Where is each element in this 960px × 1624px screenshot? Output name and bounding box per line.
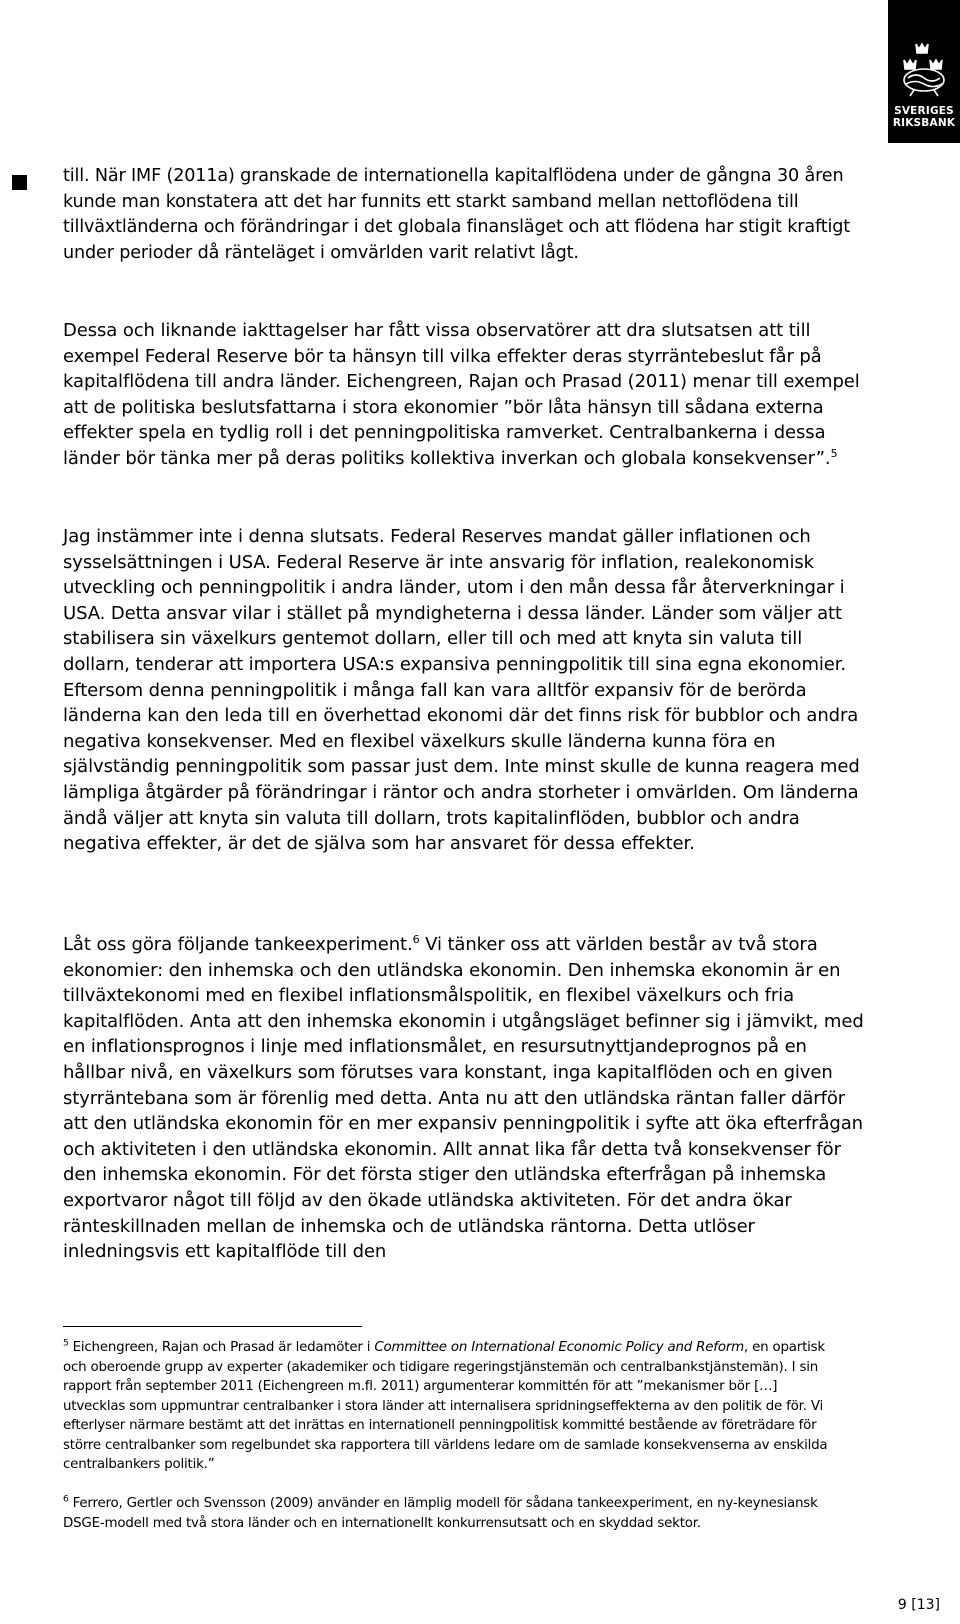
riksbank-logo [888, 0, 960, 143]
footnote-ref-6[interactable]: 6 [412, 933, 420, 946]
footnote-ref-5[interactable]: 5 [830, 446, 838, 460]
footnote-6 [63, 1494, 833, 1533]
footnote-6-number: 6 [63, 1494, 69, 1505]
paragraph-4-start: Låt oss göra följande tankeexperiment. [63, 934, 413, 955]
footnote-5-text-b: , en opartisk och oberoende grupp av experter (akademiker och tidigare regeringstjänstemän och centralbankstjänstemän). I sin rapport från september 2011 (Eichengreen m.fl. 2011) argumenterar kommittén för att ”mekanismer bör […] utvecklas som uppmuntrar centralbanker i stora länder att internalisera spridningseffekterna av den politik de för. Vi efterlyser närmare bestämt att det inrättas en internationell penningpolitisk kommitté bestående av företrädare för större centralbanker som regelbundet ska rapportera till världens ledare om de samlade konsekvenserna av enskilda centralbankers politik.” [63, 1340, 828, 1472]
footnote-5-number: 5 [63, 1338, 69, 1349]
paragraph-2 [63, 318, 873, 472]
footnote-6-text: Ferrero, Gertler och Svensson (2009) använder en lämplig modell för sådana tankeexperiment, en ny-keynesiansk DSGE-modell med två stora länder och en internationellt konkurrensutsatt och en skyddad sektor. [63, 1496, 818, 1531]
paragraph-3: Jag instämmer inte i denna slutsats. Federal Reserves mandat gäller inflationen och sysselsättningen i USA. Federal Reserve är inte ansvarig för inflation, realekonomisk utveckling och penningpolitik i andra länder, utom i den mån dessa får återverkningar i USA. Detta ansvar vilar i stället på myndigheterna i dessa länder. Länder som väljer att stabilisera sin växelkurs gentemot dollarn, eller till och med att knyta sin valuta till dollarn, tenderar att importera USA:s expansiva penningpolitik till sina egna ekonomier. Eftersom denna penningpolitik i många fall kan vara alltför expansiv för de berörda länderna kan den leda till en överhettad ekonomi där det finns risk för bubblor och andra negativa konsekvenser. Med en flexibel växelkurs skulle länderna kunna föra en självständig penningpolitik som passar just dem. Inte minst skulle de kunna reagera med lämpliga åtgärder på förändringar i räntor och andra storheter i omvärlden. Om länderna ändå väljer att knyta sin valuta till dollarn, trots kapitalinflöden, bubblor och andra negativa effekter, är det de själva som har ansvaret för dessa effekter. [63, 526, 860, 855]
crowns-crest-icon [894, 40, 954, 100]
section-marker [12, 175, 27, 190]
footnote-divider [63, 1326, 362, 1327]
paragraph-1: till. När IMF (2011a) granskade de internationella kapitalflödena under de gångna 30 åren kunde man konstatera att det har funnits ett starkt samband mellan nettoflödena till tillväxtländerna och förändringar i det globala finansläget och att flödena har stigit kraftigt under perioder då ränteläget i omvärlden varit relativt lågt. [63, 166, 850, 263]
footnote-5-committee-title: Committee on International Economic Policy and Reform [374, 1340, 744, 1355]
logo-text-riksbank: RIKSBANK [892, 117, 956, 129]
paragraph-4-rest: Vi tänker oss att världen består av två stora ekonomier: den inhemska och den utländska ekonomin. Den inhemska ekonomin är en tillväxtekonomi med en flexibel inflationsmålspolitik, en flexibel växelkurs och fria kapitalflöden. Anta att den inhemska ekonomin i utgångsläget befinner sig i jämvikt, med en inflationsprognos i linje med inflationsmålet, en resursutnyttjandeprognos på en hållbar nivå, en växelkurs som förutses vara konstant, inga kapitalflöden och en given styrräntebana som är förenlig med detta. Anta nu att den utländska räntan faller därför att den utländska ekonomin för en mer expansiv penningpolitik i syfte att öka efterfrågan och aktiviteten i den utländska ekonomin. Allt annat lika får detta två konsekvenser för den inhemska ekonomin. För det första stiger den utländska efterfrågan på inhemska exportvaror något till följd av den ökade utländska aktiviteten. För det andra ökar ränteskillnaden mellan de inhemska och de utländska räntorna. Detta utlöser inledningsvis ett kapitalflöde till den [63, 934, 864, 1263]
paragraph-4 [63, 932, 873, 1265]
logo-text-sveriges: SVERIGES [894, 105, 954, 117]
footnote-5-text-a: Eichengreen, Rajan och Prasad är ledamöter i [68, 1340, 375, 1355]
paragraph-2-text: Dessa och liknande iakttagelser har fått vissa observatörer att dra slutsatsen att till exempel Federal Reserve bör ta hänsyn till vilka effekter deras styrräntebeslut får på kapitalflödena till andra länder. Eichengreen, Rajan och Prasad (2011) menar till exempel att de politiska beslutsfattarna i stora ekonomier ”bör låta hänsyn till sådana externa effekter spela en tydlig roll i det penningpolitiska ramverket. Centralbankerna i dessa länder bör tänka mer på deras politiks kollektiva inverkan och globala konsekvenser”. [63, 320, 860, 469]
footnote-5 [63, 1338, 833, 1475]
page-number: 9 [13] [897, 1597, 940, 1613]
